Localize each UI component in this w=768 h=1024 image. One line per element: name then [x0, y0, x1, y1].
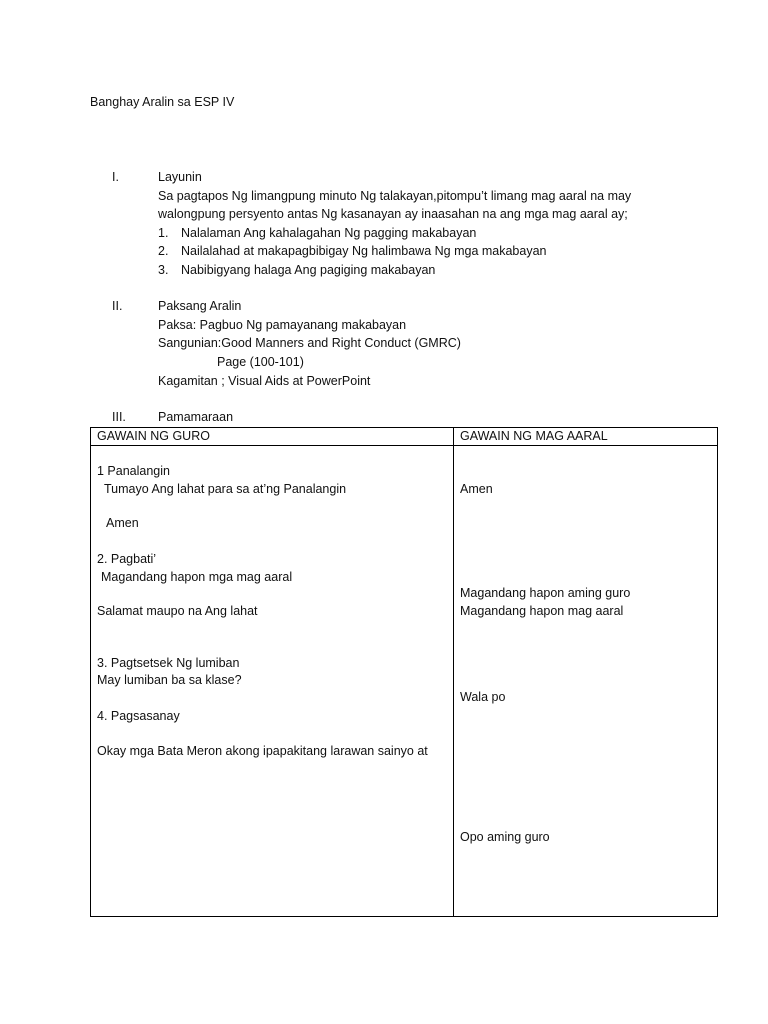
teacher-activity-line: Okay mga Bata Meron akong ipapakitang larawan sainyo at — [97, 744, 428, 758]
objective-number: 2. — [158, 244, 169, 258]
reference-line: Sangunian:Good Manners and Right Conduct (GMRC) — [158, 336, 461, 350]
teacher-activity-line: May lumiban ba sa klase? — [97, 673, 242, 687]
teacher-activity-line: Amen — [106, 516, 139, 530]
teacher-activity-line: Tumayo Ang lahat para sa at’ng Panalangin — [104, 482, 347, 496]
section-one-numeral: I. — [112, 170, 119, 184]
section-two-heading: Paksang Aralin — [158, 299, 242, 313]
materials-line: Kagamitan ; Visual Aids at PowerPoint — [158, 374, 371, 388]
teacher-activities-cell — [91, 446, 454, 917]
objective-item: Nailalahad at makapagbibigay Ng halimbawa Ng mga makabayan — [181, 244, 547, 258]
table-header-row — [91, 428, 718, 446]
objective-intro-line-1: Sa pagtapos Ng limangpung minuto Ng talakayan,pitompu’t limang mag aaral na may — [158, 189, 632, 203]
student-column-header: GAWAIN NG MAG AARAL — [454, 428, 718, 446]
teacher-activity-line: 1 Panalangin — [97, 464, 170, 478]
student-activity-line: Magandang hapon mag aaral — [460, 604, 624, 618]
objective-intro-line-2: walongpung persyento antas Ng kasanayan ay inaasahan na ang mga mag aaral ay; — [158, 207, 628, 221]
topic-line: Paksa: Pagbuo Ng pamayanang makabayan — [158, 318, 407, 332]
teacher-activity-line: 4. Pagsasanay — [97, 709, 180, 723]
teacher-activity-line: Salamat maupo na Ang lahat — [97, 604, 258, 618]
teacher-activity-line: 3. Pagtsetsek Ng lumiban — [97, 656, 240, 670]
section-two-numeral: II. — [112, 299, 123, 313]
student-activity-line: Amen — [460, 482, 493, 496]
section-three-heading: Pamamaraan — [158, 410, 234, 424]
teacher-column-header: GAWAIN NG GURO — [91, 428, 454, 446]
objective-item: Nabibigyang halaga Ang pagiging makabayan — [181, 263, 436, 277]
document-title: Banghay Aralin sa ESP IV — [90, 95, 235, 109]
teacher-activity-line: Magandang hapon mga mag aaral — [101, 570, 293, 584]
student-activities-cell — [454, 446, 718, 917]
teacher-activity-line: 2. Pagbati’ — [97, 552, 157, 566]
section-three-numeral: III. — [112, 410, 126, 424]
table-row — [91, 446, 718, 917]
student-activity-line: Magandang hapon aming guro — [460, 586, 631, 600]
objective-number: 3. — [158, 263, 169, 277]
objective-number: 1. — [158, 226, 169, 240]
section-one-heading: Layunin — [158, 170, 202, 184]
student-activity-line: Wala po — [460, 690, 506, 704]
objective-item: Nalalaman Ang kahalagahan Ng pagging makabayan — [181, 226, 477, 240]
student-activity-line: Opo aming guro — [460, 830, 550, 844]
procedure-table — [90, 427, 718, 917]
reference-page-line: Page (100-101) — [217, 355, 304, 369]
